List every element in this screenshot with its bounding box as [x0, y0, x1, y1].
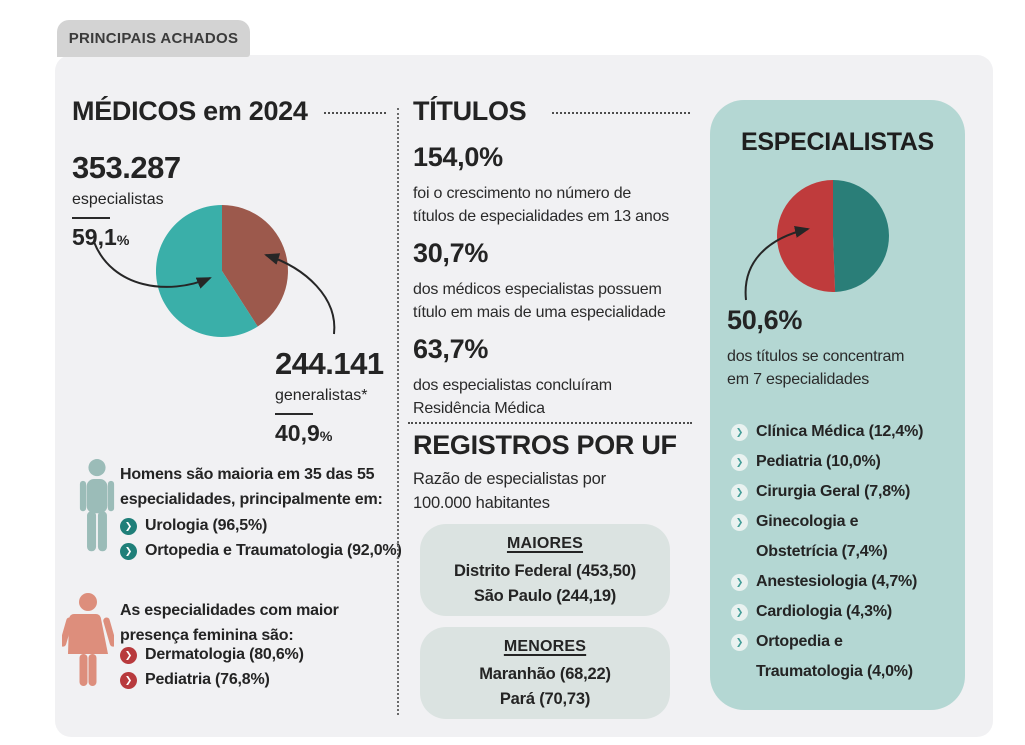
clinica-medica-label: Clínica Médica (12,4%)	[756, 423, 924, 440]
chevron-right-icon: ❯	[731, 574, 748, 591]
list-item	[120, 542, 402, 560]
ortopedia-label: Ortopedia e Traumatologia (92,0%)	[145, 542, 402, 559]
especialistas-count: 353.287	[72, 150, 181, 185]
maiores-items	[420, 559, 670, 609]
list-item	[731, 633, 843, 651]
list-item	[731, 603, 892, 621]
column-divider-dotted	[397, 108, 399, 715]
chevron-right-icon: ❯	[731, 424, 748, 441]
stat-value: 30,7	[413, 238, 465, 268]
generalistas-pct	[275, 420, 384, 447]
concentracao-stat	[727, 305, 802, 336]
maiores-box	[420, 524, 670, 616]
list-item	[120, 517, 267, 535]
generalistas-stat	[275, 346, 384, 447]
titulos-title: TÍTULOS	[413, 96, 527, 126]
list-item	[731, 573, 917, 591]
titulos-stat-2-desc	[413, 278, 666, 324]
divider	[72, 217, 110, 219]
desc-line: título em mais de uma especialidade	[413, 304, 666, 321]
desc-line: dos títulos se concentram	[727, 348, 905, 365]
ortopedia-titulo-label: Ortopedia e	[756, 633, 843, 650]
especialistas-pie-chart	[777, 180, 889, 292]
maiores-title: MAIORES	[506, 535, 584, 552]
generalistas-label: generalistas*	[275, 387, 368, 404]
especialistas-pct-value: 59,1	[72, 224, 117, 250]
pie-slice-concentrado	[777, 180, 835, 292]
uf-item: Maranhão (68,22)	[479, 665, 611, 683]
divider	[275, 413, 313, 415]
urologia-label: Urologia (96,5%)	[145, 517, 268, 534]
chevron-right-icon: ❯	[120, 647, 137, 664]
desc-line: títulos de especialidades em 13 anos	[413, 208, 670, 225]
especialistas-label: especialistas	[72, 191, 164, 208]
especialistas-title: ESPECIALISTAS	[741, 128, 934, 156]
chevron-right-icon: ❯	[731, 454, 748, 471]
percent-sign: %	[464, 238, 489, 268]
medicos-title: MÉDICOS em 2024	[72, 96, 308, 126]
female-figure-icon	[62, 592, 114, 710]
homens-text-line1: Homens são maioria em 35 das 55	[120, 466, 375, 483]
chevron-right-icon: ❯	[731, 484, 748, 501]
list-item	[731, 513, 858, 531]
list-item	[731, 423, 923, 441]
titulos-title-dotted-rule	[552, 112, 690, 114]
cirurgia-geral-label: Cirurgia Geral (7,8%)	[756, 483, 911, 500]
titulos-stat-1-desc	[413, 182, 669, 228]
menores-box	[420, 627, 670, 719]
chevron-right-icon: ❯	[120, 543, 137, 560]
pediatria-label: Pediatria (10,0%)	[756, 453, 881, 470]
percent-sign: %	[319, 429, 333, 445]
list-item	[731, 483, 910, 501]
percent-sign: %	[464, 334, 489, 364]
male-figure-icon	[78, 458, 116, 576]
list-item	[731, 453, 881, 471]
generalistas-pct-value: 40,9	[275, 420, 320, 446]
homens-text	[120, 462, 383, 512]
ginecologia-label: Ginecologia e	[756, 513, 859, 530]
cardiologia-label: Cardiologia (4,3%)	[756, 603, 892, 620]
dermatologia-label: Dermatologia (80,6%)	[145, 646, 304, 663]
desc-line: foi o crescimento no número de	[413, 185, 632, 202]
desc-line: em 7 especialidades	[727, 371, 870, 388]
registros-section-dotted-rule	[408, 422, 692, 424]
anestesiologia-label: Anestesiologia (4,7%)	[756, 573, 918, 590]
menores-items	[420, 662, 670, 712]
pediatria-fem-label: Pediatria (76,8%)	[145, 671, 270, 688]
chevron-right-icon: ❯	[120, 672, 137, 689]
chevron-right-icon: ❯	[731, 514, 748, 531]
titulos-stat-1	[413, 142, 503, 173]
list-item	[120, 671, 270, 689]
ginecologia-label-line2: Obstetrícia (7,4%)	[756, 543, 888, 560]
stat-value: 50,6	[727, 305, 779, 335]
titulos-stat-3	[413, 334, 488, 365]
homens-text-line2: especialidades, principalmente em:	[120, 491, 383, 508]
stat-value: 63,7	[413, 334, 465, 364]
mulheres-text	[120, 598, 339, 648]
registros-title: REGISTROS POR UF	[413, 430, 677, 460]
percent-sign: %	[479, 142, 503, 172]
concentracao-desc	[727, 345, 904, 391]
medicos-pie-chart	[156, 205, 288, 337]
chevron-right-icon: ❯	[731, 634, 748, 651]
mulheres-text-line1: As especialidades com maior	[120, 602, 339, 619]
medicos-title-dotted-rule	[324, 112, 386, 114]
titulos-stat-3-desc	[413, 374, 612, 420]
desc-line: Residência Médica	[413, 400, 545, 417]
generalistas-count: 244.141	[275, 346, 384, 381]
subtitle-line: Razão de especialistas por	[413, 470, 606, 488]
percent-sign: %	[116, 233, 130, 249]
registros-subtitle	[413, 467, 606, 515]
chevron-right-icon: ❯	[731, 604, 748, 621]
chevron-right-icon: ❯	[120, 518, 137, 535]
percent-sign: %	[778, 305, 803, 335]
desc-line: dos médicos especialistas possuem	[413, 281, 662, 298]
subtitle-line: 100.000 habitantes	[413, 494, 550, 512]
desc-line: dos especialistas concluíram	[413, 377, 612, 394]
titulos-stat-2	[413, 238, 488, 269]
principais-achados-badge: PRINCIPAIS ACHADOS	[57, 20, 250, 57]
uf-item: Distrito Federal (453,50)	[453, 562, 637, 580]
uf-item: Pará (70,73)	[499, 690, 591, 708]
list-item	[120, 646, 304, 664]
uf-item: São Paulo (244,19)	[473, 587, 617, 605]
mulheres-text-line2: presença feminina são:	[120, 627, 294, 644]
ortopedia-titulo-label-line2: Traumatologia (4,0%)	[756, 663, 913, 680]
stat-value: 154,0	[413, 142, 480, 172]
pie-slice-restante	[833, 180, 889, 292]
menores-title: MENORES	[503, 638, 587, 655]
